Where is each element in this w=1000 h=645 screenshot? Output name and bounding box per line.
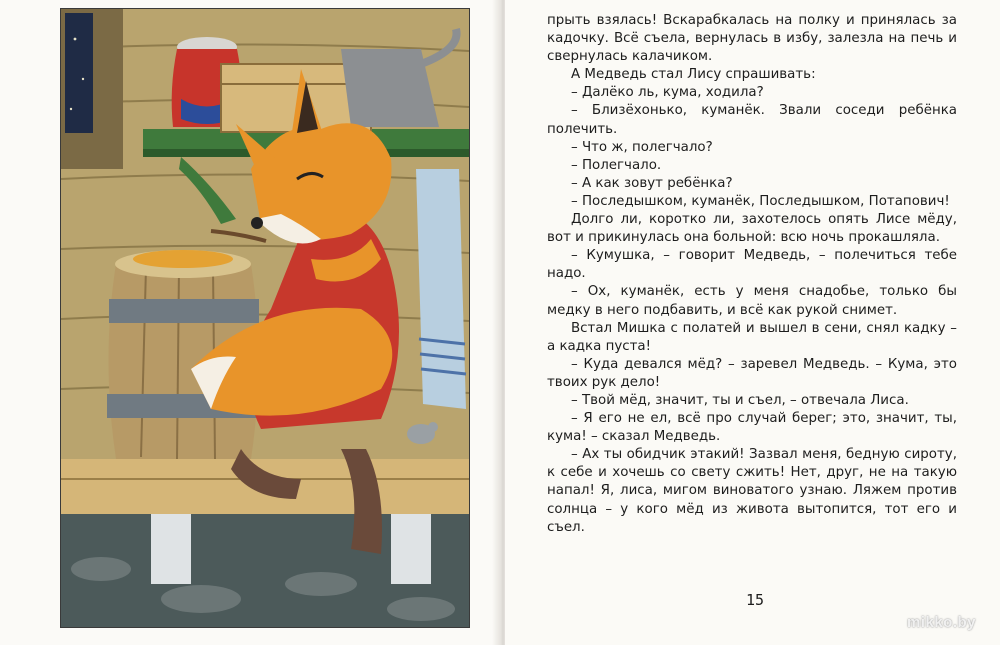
dialog-line: – Я его не ел, всё про случай берег; это, значит, ты, кума! – сказал Медведь. xyxy=(547,411,957,445)
story-text xyxy=(547,12,957,537)
fox-eating-honey-picture xyxy=(61,9,469,627)
dialog-line: – Последышком, куманёк, Последышком, Потапович! xyxy=(571,193,950,209)
dialog-line: – Что ж, полегчало? xyxy=(571,139,713,155)
dialog-line: – Ох, куманёк, есть у меня снадобье, только бы медку в него подбавить, и всё как рукой снимет. xyxy=(547,284,957,318)
dialog-line: – Кумушка, – говорит Медведь, – полечиться тебе надо. xyxy=(547,248,957,282)
page-number: 15 xyxy=(745,591,765,609)
dialog-line: – А как зовут ребёнка? xyxy=(571,175,733,191)
fox-illustration xyxy=(60,8,470,628)
paragraph: Встал Мишка с полатей и вышел в сени, снял кадку – а кадка пуста! xyxy=(547,320,957,354)
dialog-line: – Куда девался мёд? – заревел Медведь. – Кума, это твоих рук дело! xyxy=(547,356,957,390)
paragraph: прыть взялась! Вскарабкалась на полку и принялась за кадочку. Всё съела, вернулась в избу, залезла на печь и свернулась калачиком. xyxy=(547,13,957,65)
watermark: mikko.by xyxy=(906,614,976,631)
paragraph: А Медведь стал Лису спрашивать: xyxy=(571,67,816,83)
dialog-line: – Твой мёд, значит, ты и съел, – отвечала Лиса. xyxy=(571,392,909,408)
dialog-line: – Далёко ль, кума, ходила? xyxy=(571,85,764,101)
dialog-line: – Близёхонько, куманёк. Звали соседи ребёнка полечить. xyxy=(547,103,957,137)
dialog-line: – Полегчало. xyxy=(571,157,662,173)
dialog-line: – Ах ты обидчик этакий! Зазвал меня, бедную сироту, к себе и хочешь со свету сжить! Нет, друг, не на такую напал! Я, лиса, мигом виноватого узнаю. Ляжем против солнца – у кого мёд из живота вытопится, тот его и съел. xyxy=(547,447,957,535)
paragraph: Долго ли, коротко ли, захотелось опять Лисе мёду, вот и прикинулась она больной: всю ночь прокашляла. xyxy=(547,212,957,246)
